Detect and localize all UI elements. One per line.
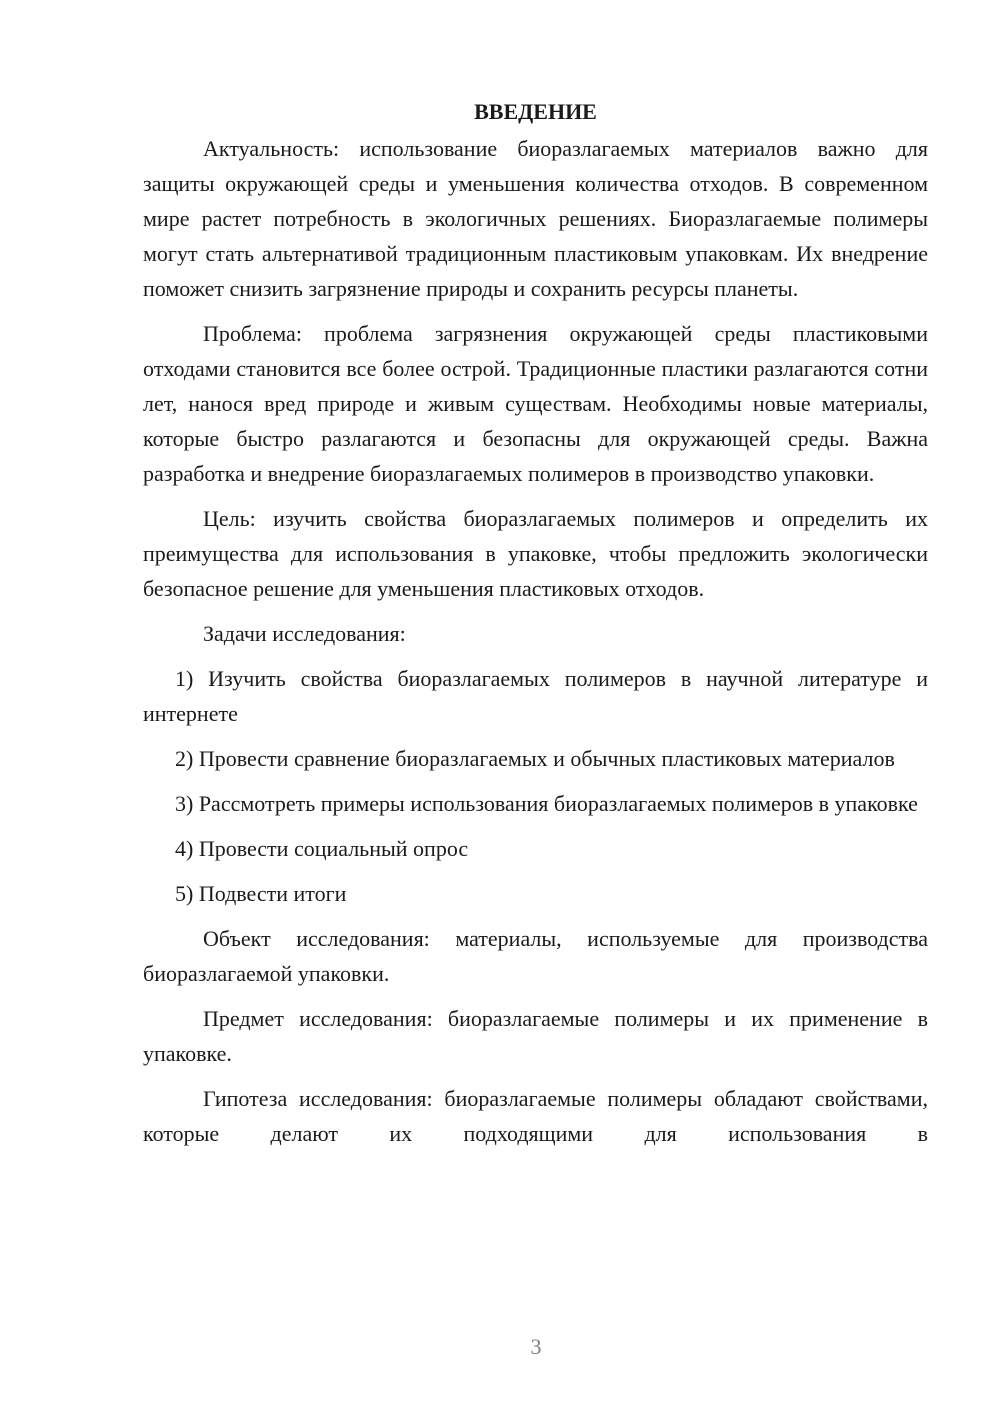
paragraph-relevance: Актуальность: использование биоразлагаемых материалов важно для защиты окружающей среды и уменьшения количества отходов. В современном мире растет потребность в экологичных решениях. Биоразлагаемые полимеры могут стать альтернативой традиционным пластиковым упаковкам. Их внедрение поможет снизить загрязнение природы и сохранить ресурсы планеты.: [143, 136, 928, 301]
section-title: ВВЕДЕНИЕ: [474, 99, 597, 124]
tasks-heading: Задачи исследования:: [203, 621, 406, 646]
task-item: 5) Подвести итоги: [175, 881, 347, 906]
task-item: 1) Изучить свойства биоразлагаемых полимеров в научной литературе и интернете: [143, 666, 928, 726]
paragraph-subject: Предмет исследования: биоразлагаемые полимеры и их применение в упаковке.: [143, 1006, 928, 1066]
task-item: 3) Рассмотреть примеры использования биоразлагаемых полимеров в упаковке: [175, 791, 918, 816]
document-page: [143, 94, 928, 1161]
task-item: 4) Провести социальный опрос: [175, 836, 469, 861]
paragraph-goal: Цель: изучить свойства биоразлагаемых полимеров и определить их преимущества для использования в упаковке, чтобы предложить экологически безопасное решение для уменьшения пластиковых отходов.: [143, 506, 928, 601]
paragraph-hypothesis: Гипотеза исследования: биоразлагаемые полимеры обладают свойствами, которые делают их подходящими для использования в: [143, 1086, 928, 1146]
paragraph-problem: Проблема: проблема загрязнения окружающей среды пластиковыми отходами становится все более острой. Традиционные пластики разлагаются сотни лет, нанося вред природе и живым существам. Необходимы новые материалы, которые быстро разлагаются и безопасны для окружающей среды. Важна разработка и внедрение биоразлагаемых полимеров в производство упаковки.: [143, 321, 928, 486]
task-item: 2) Провести сравнение биоразлагаемых и обычных пластиковых материалов: [175, 746, 895, 771]
paragraph-object: Объект исследования: материалы, используемые для производства биоразлагаемой упаковки.: [143, 926, 928, 986]
page-number: 3: [530, 1334, 542, 1359]
